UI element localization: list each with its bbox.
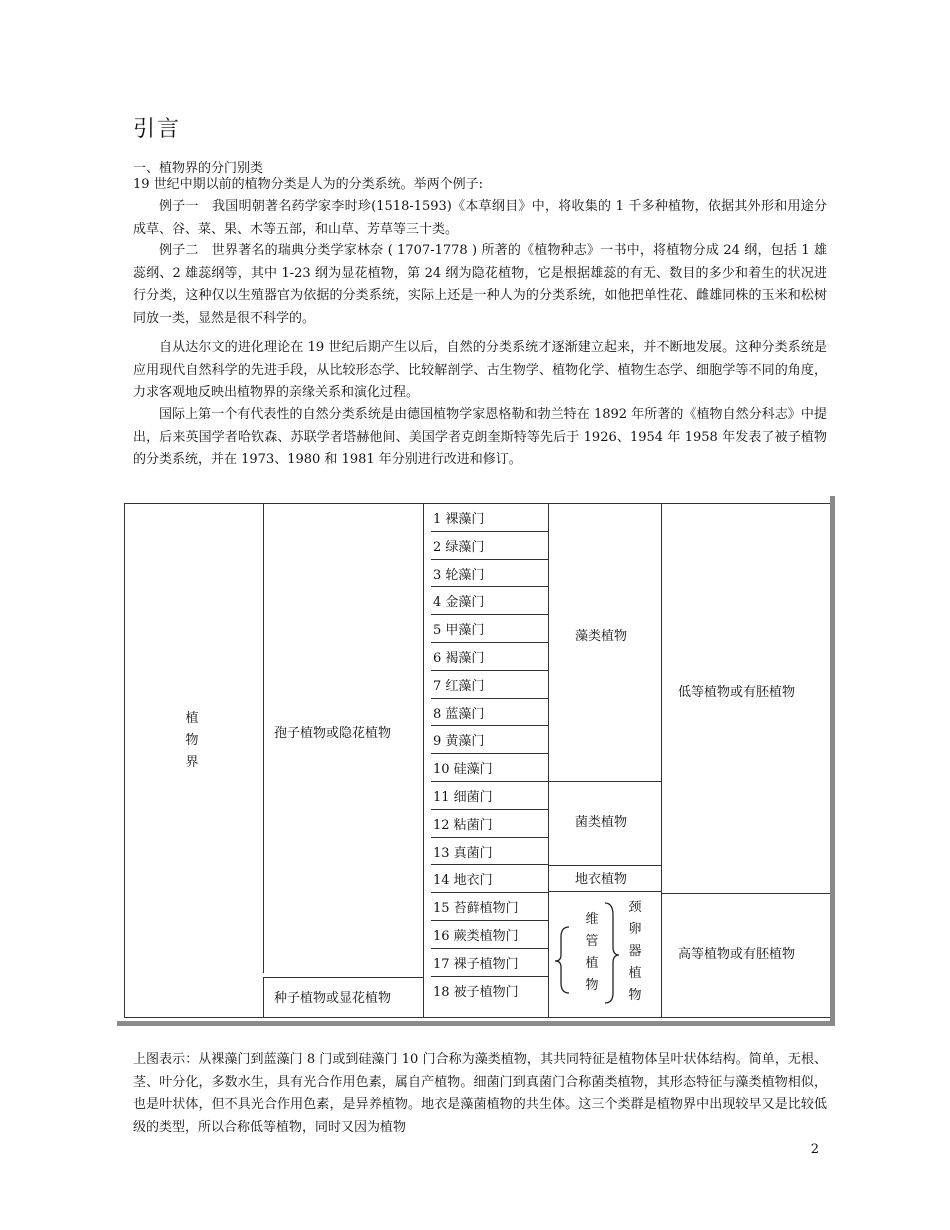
phylum-cell: 2 绿藻门 xyxy=(433,540,485,555)
table-shadow-right xyxy=(830,496,835,1026)
row-divider xyxy=(431,781,548,782)
row-divider xyxy=(431,642,548,643)
table-shadow-bottom xyxy=(117,1021,835,1026)
higher-plants-label: 高等植物或有胚植物 xyxy=(678,947,796,962)
row-divider xyxy=(431,976,548,977)
phylum-cell: 18 被子植物门 xyxy=(433,985,519,1000)
row-divider xyxy=(431,920,548,921)
phylum-cell: 10 硅藻门 xyxy=(433,762,493,777)
phylum-cell: 15 苔藓植物门 xyxy=(433,901,519,916)
row-divider xyxy=(431,837,548,838)
phylum-cell: 8 蓝藻门 xyxy=(433,707,485,722)
paragraph-example-2: 例子二 世界著名的瑞典分类学家林奈 ( 1707-1778 ) 所著的《植物种志》一书中，将植物分成 24 纲，包括 1 雄蕊纲、2 雄蕊纲等，其中 1-23 纲为显花植物，第 24 纲为隐花植物，它是根据雄蕊的有无、数目的多少和着生的状况进行分类，这种仅以生殖器官为依据的分类系统，实际上还是一种人为的分类系统，如他把单性花、雌雄同株的玉米和松树同放一类，显然是很不科学的。 xyxy=(133,243,827,326)
heading: 引言 xyxy=(133,117,182,142)
page-number: 2 xyxy=(810,1142,819,1157)
row-divider xyxy=(431,892,548,893)
row-divider xyxy=(431,809,548,810)
row-divider xyxy=(431,725,548,726)
kingdom-label: 植物界 xyxy=(185,711,199,770)
section-title: 一、植物界的分门别类 xyxy=(133,161,264,176)
phylum-cell: 13 真菌门 xyxy=(433,846,493,861)
intro-line: 19 世纪中期以前的植物分类是人为的分类系统。举两个例子: xyxy=(133,177,484,192)
fungi-label: 菌类植物 xyxy=(575,815,628,830)
row-divider xyxy=(431,864,548,865)
phylum-cell: 14 地衣门 xyxy=(433,873,493,888)
vascular-label: 维管植物 xyxy=(585,912,599,993)
row-divider xyxy=(431,531,548,532)
phylum-cell: 5 甲藻门 xyxy=(433,623,485,638)
row-divider xyxy=(431,948,548,949)
phylum-cell: 3 轮藻门 xyxy=(433,568,485,583)
algae-label: 藻类植物 xyxy=(575,629,628,644)
row-divider xyxy=(431,670,548,671)
seed-plants-label: 种子植物或显花植物 xyxy=(274,991,392,1006)
phylum-cell: 4 金藻门 xyxy=(433,595,485,610)
row-divider xyxy=(431,753,548,754)
archegoniate-label: 颈卵器植物 xyxy=(628,900,642,1003)
paragraph-after-table: 上图表示：从裸藻门到蓝藻门 8 门或到硅藻门 10 门合称为藻类植物，其共同特征是植物体呈叶状体结构。简单，无根、茎、叶分化，多数水生，具有光合作用色素，属自产植物。细菌门到真菌门合称菌类植物，其形态特征与藻类植物相似，也是叶状体，但不具光合作用色素，是异养植物。地衣是藻菌植物的共生体。这三个类群是植物界中出现较早又是比较低级的类型，所以合称低等植物，同时又因为植物 xyxy=(133,1052,827,1135)
lower-plants-label: 低等植物或有胚植物 xyxy=(678,685,796,700)
phylum-cell: 16 蕨类植物门 xyxy=(433,929,519,944)
phylum-cell: 12 粘菌门 xyxy=(433,818,493,833)
row-divider xyxy=(431,614,548,615)
phylum-cell: 7 红藻门 xyxy=(433,679,485,694)
brace-icon xyxy=(553,895,661,1015)
row-divider xyxy=(431,698,548,699)
phylum-cell: 11 细菌门 xyxy=(433,790,493,805)
paragraph-darwin: 自从达尔文的进化理论在 19 世纪后期产生以后，自然的分类系统才逐渐建立起来，并不断地发展。这种分类系统是应用现代自然科学的先进手段，从比较形态学、比较解剖学、古生物学、植物化学、植物生态学、细胞学等不同的角度，力求客观地反映出植物界的亲缘关系和演化过程。 xyxy=(133,340,827,400)
row-divider xyxy=(431,586,548,587)
paragraph-international: 国际上第一个有代表性的自然分类系统是由德国植物学家恩格勒和勃兰特在 1892 年所著的《植物自然分科志》中提出，后来英国学者哈钦森、苏联学者塔赫他间、美国学者克朗奎斯特等先后于 1926、1954 年 1958 年发表了被子植物的分类系统，并在 1973、1980 和 1981 年分别进行改进和修订。 xyxy=(133,407,827,467)
phylum-cell: 9 黄藻门 xyxy=(433,734,485,749)
phylum-cell: 1 裸藻门 xyxy=(433,512,485,527)
row-divider xyxy=(431,559,548,560)
paragraph-example-1: 例子一 我国明朝著名药学家李时珍(1518-1593)《本草纲目》中，将收集的 1 千多种植物，依据其外形和用途分成草、谷、菜、果、木等五部，和山草、芳草等三十类。 xyxy=(133,199,827,237)
spore-plants-label: 孢子植物或隐花植物 xyxy=(274,726,392,741)
lichen-label: 地衣植物 xyxy=(575,872,628,887)
phylum-cell: 6 褐藻门 xyxy=(433,651,485,666)
phylum-cell: 17 裸子植物门 xyxy=(433,957,519,972)
